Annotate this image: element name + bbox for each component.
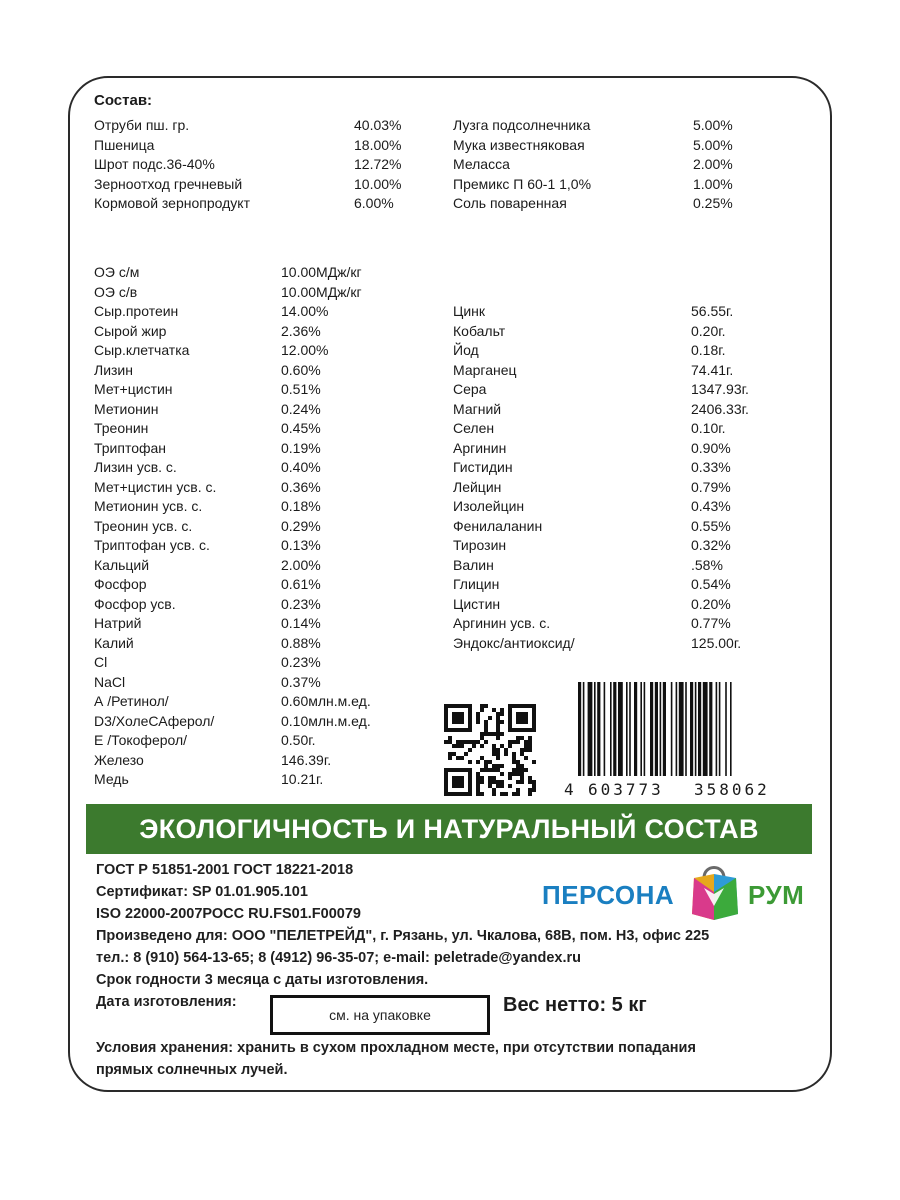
manufacture-date-box: см. на упаковке (270, 995, 490, 1035)
item-value: 56.55г. (691, 303, 734, 319)
item-name: Селен (453, 420, 495, 436)
item-value: 74.41г. (691, 361, 734, 378)
item-value: 0.54% (691, 576, 731, 592)
item-name: Глицин (453, 576, 500, 592)
item-name: Премикс П 60-1 1,0% (453, 175, 592, 192)
item-value: 0.51% (281, 381, 321, 397)
item-name: Триптофан (94, 439, 167, 456)
item-name: Мет+цистин (94, 381, 173, 397)
item-value: 0.13% (281, 537, 321, 553)
item-value: 0.18г. (691, 342, 726, 358)
item-value: 2.00% (281, 556, 321, 573)
item-name: Тирозин (453, 537, 507, 553)
item-value: 14.00% (281, 303, 329, 319)
item-name: Цинк (453, 303, 486, 319)
item-name: Сыр.протеин (94, 303, 179, 319)
item-name: Триптофан усв. с. (94, 537, 210, 553)
item-name: Фенилаланин (453, 517, 543, 534)
item-name: Гистидин (453, 459, 513, 475)
item-value: 1.00% (693, 175, 733, 192)
item-value: 5.00% (693, 136, 733, 153)
item-value: 0.20% (691, 595, 731, 612)
item-value: 0.55% (691, 517, 731, 534)
item-value: 0.19% (281, 439, 321, 456)
item-value: 0.10млн.м.ед. (281, 712, 371, 729)
item-name: Сыр.клетчатка (94, 342, 190, 358)
iso-text: ISO 22000-2007РОСС RU.FS01.F00079 (96, 906, 361, 922)
item-value: 0.36% (281, 478, 321, 495)
barcode-digits (562, 780, 802, 800)
item-name: Марганец (453, 361, 517, 378)
item-name: Мука известняковая (453, 136, 585, 153)
item-name: Кобальт (453, 322, 506, 339)
item-name: Мет+цистин усв. с. (94, 478, 217, 495)
item-value: 0.10г. (691, 420, 726, 436)
item-name: Е /Токоферол/ (94, 732, 188, 748)
certificate-text: Сертификат: SP 01.01.905.101 (96, 884, 308, 900)
item-name: Шрот подс.36-40% (94, 156, 215, 173)
item-name: D3/ХолеСАферол/ (94, 712, 215, 729)
composition-title: Состав: (94, 92, 153, 109)
item-name: Лизин усв. с. (94, 459, 177, 475)
item-name: Лузга подсолнечника (453, 117, 591, 133)
item-name: Фосфор усв. (94, 595, 176, 612)
item-value: .58% (691, 556, 723, 573)
item-value: 40.03% (354, 117, 402, 133)
brand-name-left: ПЕРСОНА (542, 880, 675, 910)
item-value: 0.60% (281, 361, 321, 378)
net-weight: Вес нетто: 5 кг (503, 994, 647, 1016)
barcode-digit-group-1: 603773 (588, 780, 664, 799)
item-value: 0.50г. (281, 732, 316, 748)
storage-conditions-line1: Условия хранения: хранить в сухом прохладном месте, при отсутствии попадания (96, 1040, 696, 1056)
eco-banner: ЭКОЛОГИЧНОСТЬ И НАТУРАЛЬНЫЙ СОСТАВ (86, 804, 812, 854)
item-name: Cl (94, 654, 108, 670)
item-name: Аргинин усв. с. (453, 615, 551, 631)
item-name: Лизин (94, 361, 133, 378)
item-value: 2.00% (693, 156, 733, 173)
item-name: Метионин (94, 400, 159, 417)
item-name: Кормовой зернопродукт (94, 195, 250, 212)
item-value: 10.00% (354, 175, 402, 192)
item-value: 6.00% (354, 195, 394, 212)
item-value: 0.43% (691, 498, 731, 514)
item-value: 2.36% (281, 322, 321, 339)
item-name: Железо (94, 751, 144, 768)
item-value: 0.32% (691, 537, 731, 553)
item-name: Сера (453, 381, 487, 397)
item-value: 0.61% (281, 576, 321, 592)
item-value: 2406.33г. (691, 400, 749, 417)
barcode (576, 682, 808, 778)
item-name: Треонин (94, 420, 149, 436)
gost-text: ГОСТ Р 51851-2001 ГОСТ 18221-2018 (96, 862, 354, 878)
item-name: Фосфор (94, 576, 147, 592)
item-name: Соль поваренная (453, 195, 567, 212)
item-name: Йод (453, 342, 479, 358)
item-value: 18.00% (354, 136, 402, 153)
item-name: А /Ретинол/ (94, 693, 169, 709)
item-name: Отруби пш. гр. (94, 117, 190, 133)
item-name: Треонин усв. с. (94, 517, 193, 534)
item-value: 0.18% (281, 498, 321, 514)
item-value: 10.21г. (281, 771, 324, 787)
producer-text: Произведено для: ООО "ПЕЛЕТРЕЙД", г. Рязань, ул. Чкалова, 68В, пом. Н3, офис 225 (96, 928, 710, 944)
shelf-life-text: Срок годности 3 месяца с даты изготовления. (96, 972, 429, 988)
item-name: Кальций (94, 556, 150, 573)
barcode-digit-prefix: 4 (564, 780, 574, 799)
item-name: Валин (453, 556, 494, 573)
item-value: 0.90% (691, 439, 731, 456)
item-value: 0.23% (281, 654, 321, 670)
item-name: Цистин (453, 595, 501, 612)
item-name: Изолейцин (453, 498, 525, 514)
item-name: Эндокс/антиоксид/ (453, 634, 575, 651)
item-name: ОЭ с/м (94, 264, 140, 280)
item-value: 0.60млн.м.ед. (281, 693, 371, 709)
item-name: Калий (94, 634, 134, 651)
item-value: 12.00% (281, 342, 329, 358)
item-value: 0.88% (281, 634, 321, 651)
item-value: 0.45% (281, 420, 321, 436)
item-value: 5.00% (693, 117, 733, 133)
item-name: Натрий (94, 615, 142, 631)
item-value: 0.23% (281, 595, 321, 612)
item-name: ОЭ с/в (94, 283, 138, 300)
item-name: Зерноотход гречневый (94, 175, 243, 192)
item-value: 0.33% (691, 459, 731, 475)
item-name: Метионин усв. с. (94, 498, 203, 514)
item-value: 12.72% (354, 156, 402, 173)
item-name: Меласса (453, 156, 510, 173)
item-value: 125.00г. (691, 634, 742, 651)
item-name: Аргинин (453, 439, 507, 456)
item-value: 0.25% (693, 195, 733, 212)
qr-code (444, 704, 536, 796)
item-value: 10.00МДж/кг (281, 264, 362, 280)
item-name: Сырой жир (94, 322, 167, 339)
item-name: Лейцин (453, 478, 502, 495)
item-value: 0.29% (281, 517, 321, 534)
storage-conditions-line2: прямых солнечных лучей. (96, 1062, 288, 1078)
item-value: 0.77% (691, 615, 731, 631)
item-value: 10.00МДж/кг (281, 283, 362, 300)
contacts-text: тел.: 8 (910) 564-13-65; 8 (4912) 96-35-07; e-mail: peletrade@yandex.ru (96, 950, 582, 966)
item-name: Магний (453, 400, 502, 417)
date-label: Дата изготовления: (96, 994, 237, 1010)
item-value: 0.14% (281, 615, 321, 631)
item-value: 0.37% (281, 673, 321, 690)
item-name: NaCl (94, 673, 126, 690)
item-name: Пшеница (94, 136, 155, 153)
item-value: 146.39г. (281, 751, 332, 768)
item-value: 0.20г. (691, 322, 726, 339)
shopping-bag-logo-icon (686, 858, 742, 922)
barcode-digit-group-2: 358062 (694, 780, 770, 799)
item-value: 1347.93г. (691, 381, 749, 397)
item-value: 0.79% (691, 478, 731, 495)
brand-name-right: РУМ (748, 880, 805, 910)
item-value: 0.24% (281, 400, 321, 417)
item-name: Медь (94, 771, 129, 787)
item-value: 0.40% (281, 459, 321, 475)
